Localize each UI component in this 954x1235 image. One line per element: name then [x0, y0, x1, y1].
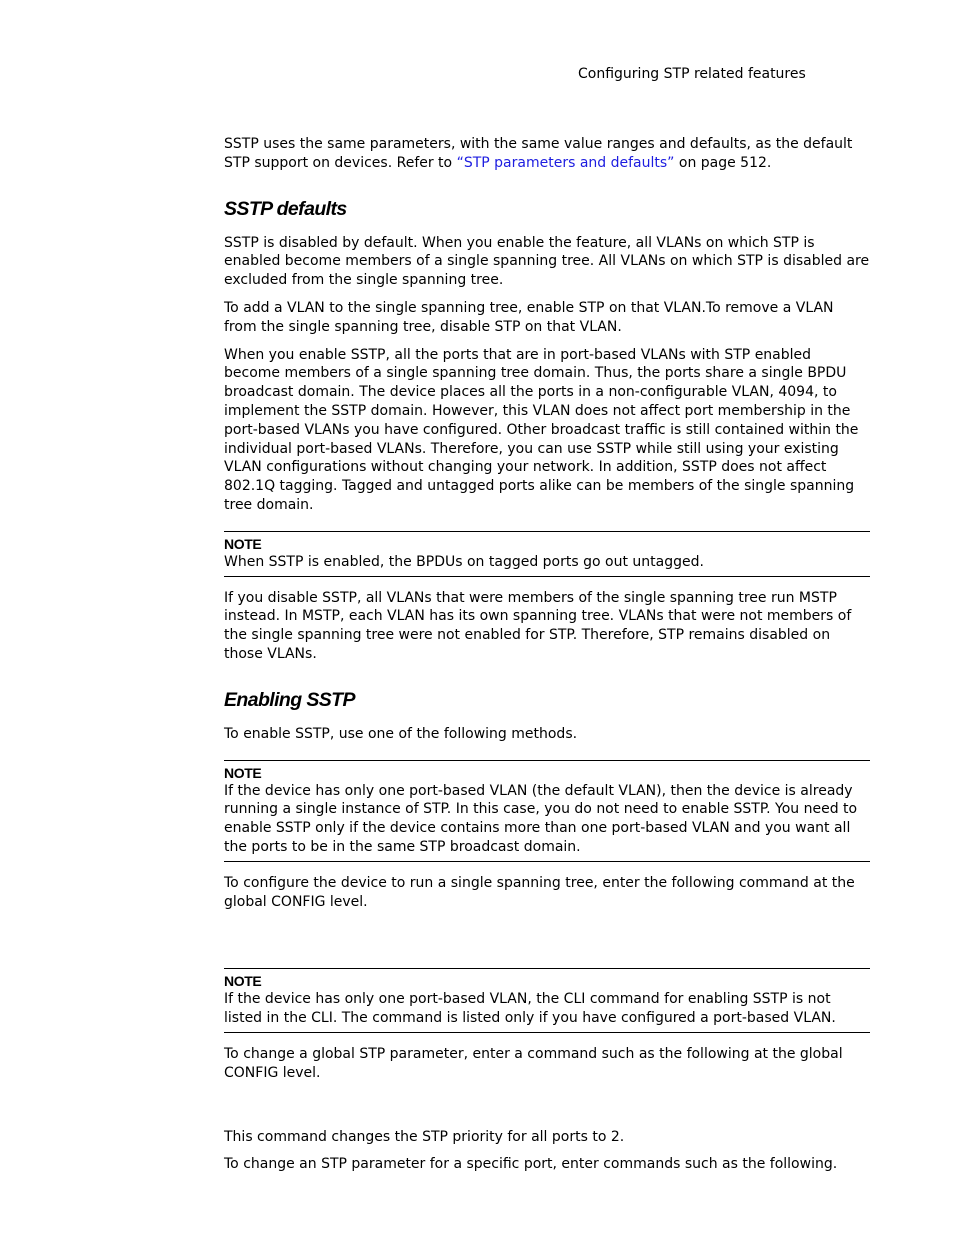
command-example-spacer — [224, 1092, 870, 1128]
note-text: If the device has only one port-based VLAN, the CLI command for enabling SSTP is not listed in the CLI. The command is listed only if you have configured a port-based VLAN. — [224, 991, 836, 1027]
note-label: NOTE — [224, 764, 262, 781]
note-label: NOTE — [224, 973, 262, 990]
enabling-paragraph-5: To change an STP parameter for a specific port, enter commands such as the following. — [224, 1156, 838, 1173]
defaults-paragraph-1: SSTP is disabled by default. When you enable the feature, all VLANs on which STP is enabled become members of a single spanning tree. All VLANs on which STP is disabled are excluded from the single spanning tree. — [224, 234, 870, 289]
enabling-paragraph-3: To change a global STP parameter, enter a command such as the following at the global CONFIG level. — [224, 1045, 843, 1081]
intro-text: SSTP uses the same parameters, with the same value ranges and defaults, as the default STP support on devices. Refer to — [224, 136, 853, 171]
enabling-paragraph-4: This command changes the STP priority for all ports to 2. — [224, 1128, 625, 1145]
running-header: Configuring STP related features — [578, 66, 806, 82]
intro-paragraph — [224, 135, 870, 173]
note-label: NOTE — [224, 535, 262, 552]
note-text: If the device has only one port-based VLAN (the default VLAN), then the device is already running a single instance of STP. In this case, you do not need to enable SSTP. You need to enable SSTP only if the device contains more than one port-based VLAN and you want all the ports to be in the same STP broadcast domain. — [224, 782, 858, 855]
note-cli-command — [224, 968, 870, 1033]
intro-page-ref: on page 512. — [674, 154, 772, 171]
enabling-paragraph-1: To enable SSTP, use one of the following methods. — [224, 725, 578, 742]
stp-parameters-link[interactable]: “STP parameters and defaults” — [456, 154, 675, 171]
note-text: When SSTP is enabled, the BPDUs on tagged ports go out untagged. — [224, 553, 704, 570]
enabling-paragraph-2: To configure the device to run a single spanning tree, enter the following command at the global CONFIG level. — [224, 874, 855, 910]
note-bpdu-untagged — [224, 531, 870, 577]
section-title-enabling-sstp: Enabling SSTP — [224, 688, 355, 711]
defaults-paragraph-3: When you enable SSTP, all the ports that are in port-based VLANs with STP enabled become members of a single spanning tree domain. Thus, the ports share a single BPDU broadcast domain. The device places all the ports in a non-configurable VLAN, 4094, to implement the SSTP domain. However, this VLAN does not affect port membership in the port-based VLANs you have configured. Other broadcast traffic is still contained within the individual port-based VLANs. Therefore, you can use SSTP while still using your existing VLAN configurations without changing your network. In addition, SSTP does not affect 802.1Q tagging. Tagged and untagged ports alike can be members of the single spanning tree domain. — [224, 346, 859, 513]
defaults-paragraph-4: If you disable SSTP, all VLANs that were members of the single spanning tree run MSTP instead. In MSTP, each VLAN has its own spanning tree. VLANs that were not members of the single spanning tree were not enabled for STP. Therefore, STP remains disabled on those VLANs. — [224, 589, 852, 662]
command-example-spacer — [224, 920, 870, 952]
defaults-paragraph-2: To add a VLAN to the single spanning tree, enable STP on that VLAN.To remove a VLAN from the single spanning tree, disable STP on that VLAN. — [224, 299, 834, 335]
note-single-vlan — [224, 760, 870, 862]
page-content — [224, 135, 870, 1183]
section-title-sstp-defaults: SSTP defaults — [224, 197, 347, 220]
